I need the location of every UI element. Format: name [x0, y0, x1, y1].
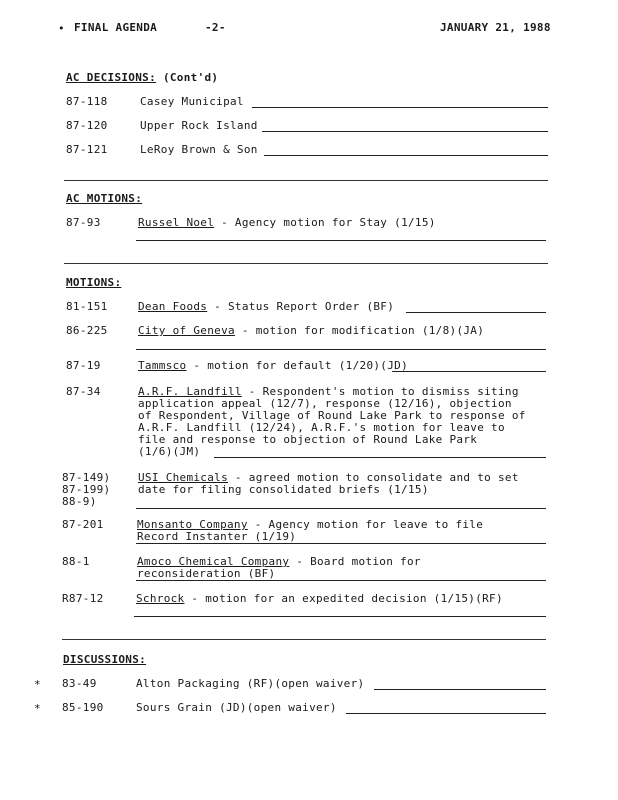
case-number: 87-121 — [66, 143, 108, 156]
party-name: Monsanto Company — [137, 518, 248, 531]
fill-line — [374, 689, 546, 690]
fill-line — [136, 580, 546, 581]
section-heading-ac-motions: AC MOTIONS: — [66, 192, 143, 205]
fill-line — [346, 713, 546, 714]
case-number: 88-1 — [62, 555, 90, 568]
motion-text: - agreed motion to consolidate and to set — [228, 471, 519, 484]
motion-text: - Agency motion for Stay (1/15) — [214, 216, 436, 229]
section-heading-motions: MOTIONS: — [66, 276, 122, 289]
fill-line — [134, 616, 546, 617]
case-number: 87-34 — [66, 385, 101, 398]
motion-text: - Status Report Order (BF) — [207, 300, 395, 313]
party-name: City of Geneva — [138, 324, 235, 337]
motion-entry — [138, 360, 408, 372]
case-number: 81-151 — [66, 300, 108, 313]
party-name: A.R.F. Landfill — [138, 385, 242, 398]
page-number: -2- — [205, 21, 226, 34]
fill-line — [392, 371, 546, 372]
motion-continuation: reconsideration (BF) — [137, 567, 276, 580]
party-name: Tammsco — [138, 359, 187, 372]
party-name: USI Chemicals — [138, 471, 228, 484]
section-divider — [64, 263, 548, 264]
case-name: Upper Rock Island — [140, 119, 258, 132]
fill-line — [214, 457, 546, 458]
party-name: Schrock — [136, 592, 185, 605]
case-number: 87-149) 87-199) 88-9) — [62, 471, 111, 508]
fill-line — [406, 312, 546, 313]
fill-line — [136, 508, 546, 509]
case-number: 87-93 — [66, 216, 101, 229]
fill-line — [262, 131, 548, 132]
party-name: Amoco Chemical Company — [137, 555, 290, 568]
party-name: Russel Noel — [138, 216, 215, 229]
motion-entry — [136, 593, 503, 605]
case-name: LeRoy Brown & Son — [140, 143, 258, 156]
agenda-title: FINAL AGENDA — [74, 21, 158, 34]
party-name: Dean Foods — [138, 300, 208, 313]
case-number: 85-190 — [62, 701, 104, 714]
fill-line — [264, 155, 548, 156]
fill-line — [136, 240, 546, 241]
case-number: 87-118 — [66, 95, 108, 108]
asterisk-mark: * — [34, 678, 41, 691]
header-bullet: • — [58, 22, 65, 35]
motion-continuation: date for filing consolidated briefs (1/15) — [138, 483, 429, 496]
fill-line — [252, 107, 548, 108]
section-heading-discussions: DISCUSSIONS: — [63, 653, 147, 666]
motion-continuation: application appeal (12/7), response (12/16), objection of Respondent, Village of Round Lake Park to response of A.R.F. Landfill (12/24), A.R.F.'s motion for leave to file and response to objection of Round Lake Park (1/6)(JM) — [138, 397, 526, 458]
motion-entry — [138, 217, 436, 229]
motion-text: - Agency motion for leave to file — [247, 518, 484, 531]
case-number: R87-12 — [62, 592, 104, 605]
case-name: Sours Grain (JD)(open waiver) — [136, 701, 337, 714]
motion-text: - Respondent's motion to dismiss siting — [241, 385, 519, 398]
section-heading-ac-decisions — [66, 71, 218, 84]
motion-entry — [138, 301, 394, 313]
motion-text: - motion for an expedited decision (1/15)(RF) — [184, 592, 503, 605]
ac-decisions-cont-text: (Cont'd) — [162, 71, 219, 84]
case-number: 83-49 — [62, 677, 97, 690]
motion-text: - motion for default (1/20)(JD) — [186, 359, 408, 372]
motion-text: - motion for modification (1/8)(JA) — [234, 324, 485, 337]
asterisk-mark: * — [34, 702, 41, 715]
fill-line — [136, 543, 546, 544]
section-divider — [64, 180, 548, 181]
motion-entry — [138, 325, 484, 337]
motion-text: - Board motion for — [289, 555, 421, 568]
case-number: 87-201 — [62, 518, 104, 531]
agenda-date: JANUARY 21, 1988 — [440, 21, 551, 34]
motion-continuation: Record Instanter (1/19) — [137, 530, 297, 543]
section-divider — [62, 639, 546, 640]
case-number: 87-120 — [66, 119, 108, 132]
case-name: Casey Municipal — [140, 95, 244, 108]
case-number: 86-225 — [66, 324, 108, 337]
ac-decisions-heading-text: AC DECISIONS: — [66, 71, 156, 84]
case-number: 87-19 — [66, 359, 101, 372]
case-name: Alton Packaging (RF)(open waiver) — [136, 677, 365, 690]
fill-line — [136, 349, 546, 350]
